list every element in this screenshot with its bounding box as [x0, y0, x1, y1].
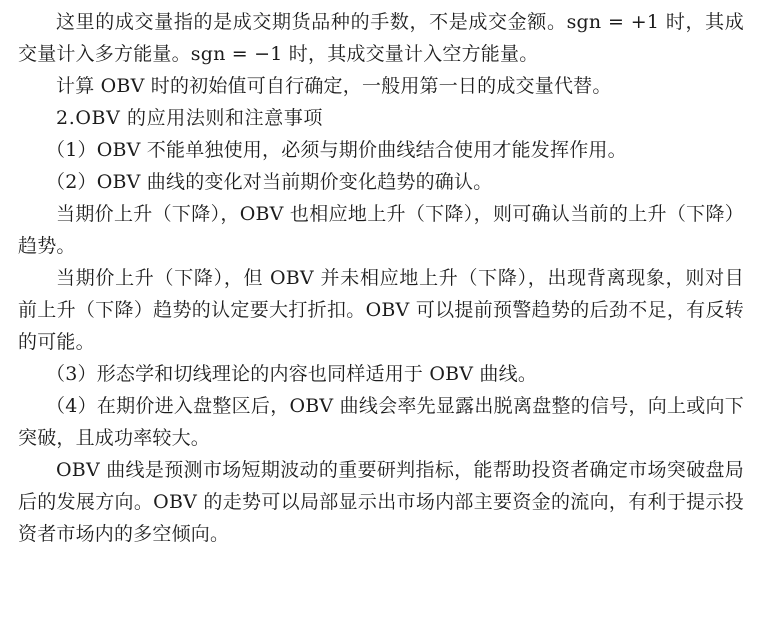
rule-4: （4）在期价进入盘整区后，OBV 曲线会率先显露出脱离盘整的信号，向上或向下突破，且成功率较大。 — [18, 395, 744, 449]
paragraph-summary: OBV 曲线是预测市场短期波动的重要研判指标，能帮助投资者确定市场突破盘局后的发展方向。OBV 的走势可以局部显示出市场内部主要资金的流向，有利于提示投资者市场内的多空倾向。 — [18, 459, 744, 545]
paragraph-volume-definition: 这里的成交量指的是成交期货品种的手数，不是成交金额。sgn = +1 时，其成交量计入多方能量。sgn = −1 时，其成交量计入空方能量。 — [18, 11, 744, 65]
rule-2: （2）OBV 曲线的变化对当前期价变化趋势的确认。 — [46, 171, 493, 193]
paragraph-divergence: 当期价上升（下降），但 OBV 并未相应地上升（下降），出现背离现象，则对目前上升（下降）趋势的认定要大打折扣。OBV 可以提前预警趋势的后劲不足，有反转的可能。 — [18, 267, 744, 353]
paragraph-trend-confirm: 当期价上升（下降），OBV 也相应地上升（下降），则可确认当前的上升（下降）趋势。 — [18, 203, 744, 257]
rule-3: （3）形态学和切线理论的内容也同样适用于 OBV 曲线。 — [46, 363, 538, 385]
rule-1: （1）OBV 不能单独使用，必须与期价曲线结合使用才能发挥作用。 — [46, 139, 627, 161]
paragraph-initial-value: 计算 OBV 时的初始值可自行确定，一般用第一日的成交量代替。 — [56, 75, 612, 97]
section-heading: 2.OBV 的应用法则和注意事项 — [56, 107, 324, 129]
